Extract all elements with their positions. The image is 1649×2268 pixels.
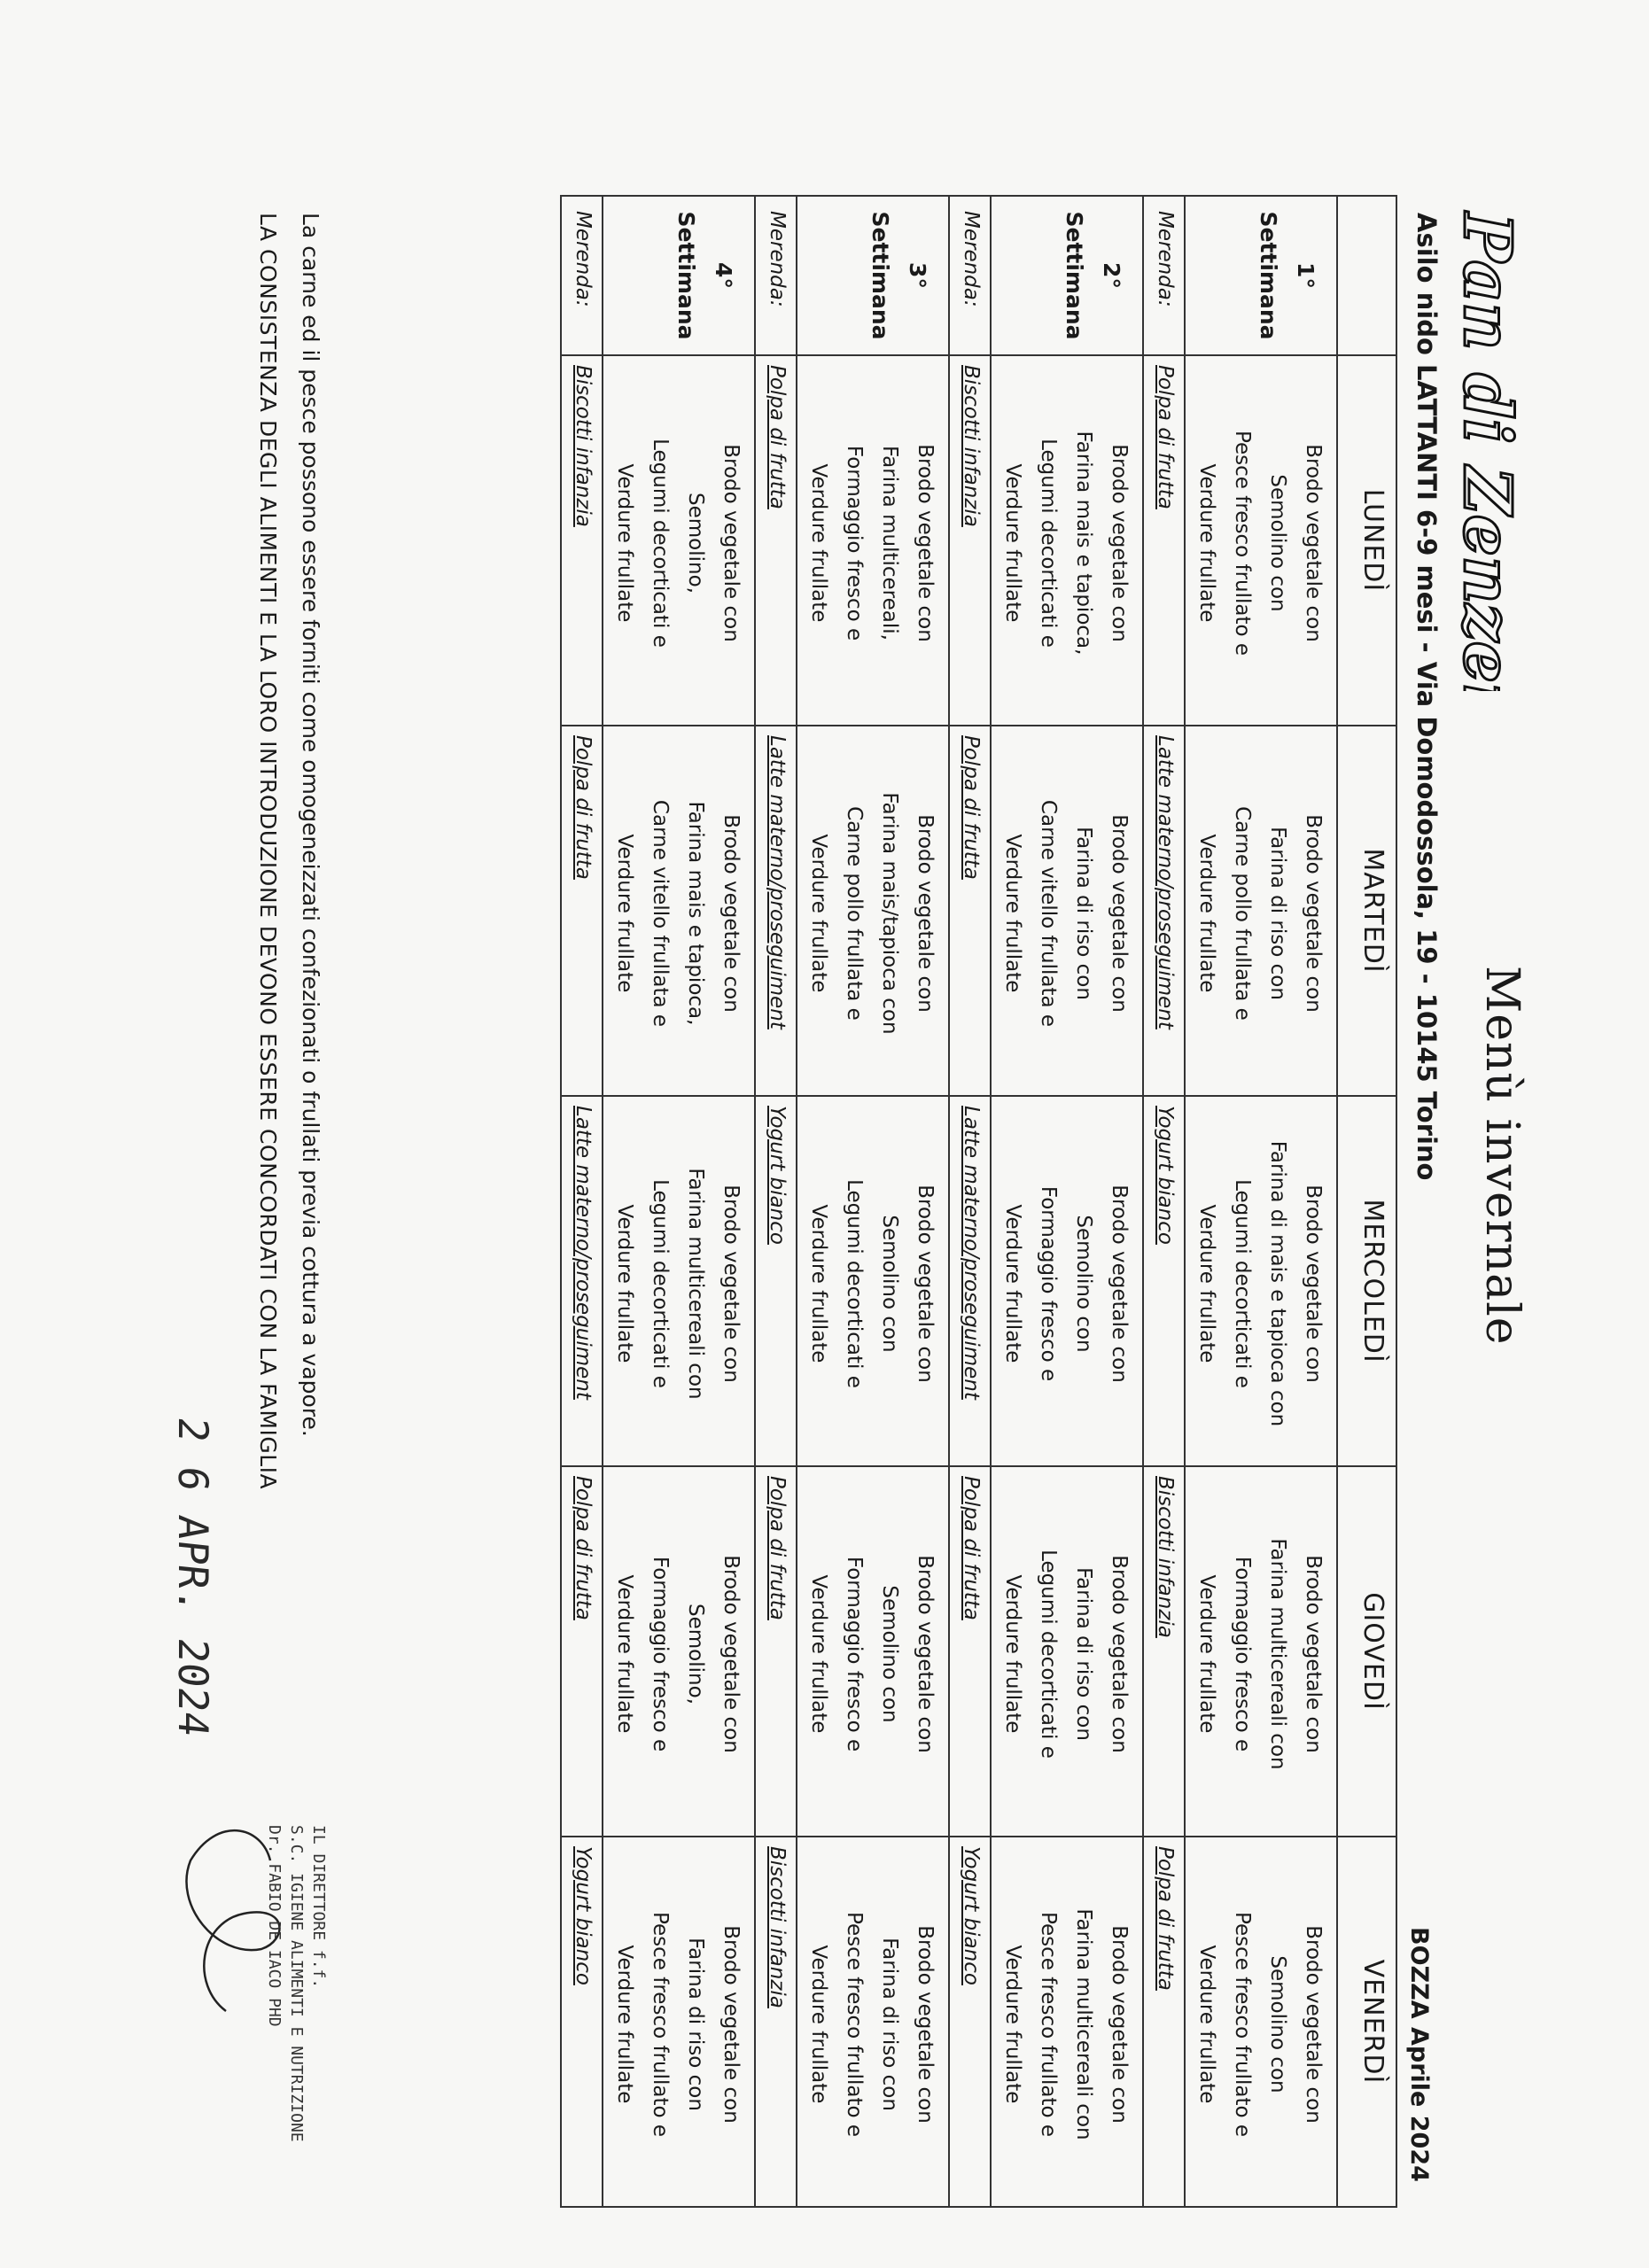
snack-cell: Biscotti infanzia	[561, 355, 603, 726]
meal-line: Carne vitello frullata e	[649, 799, 672, 1028]
meal-cell	[797, 1096, 949, 1466]
week-row	[991, 196, 1143, 2207]
meal-line: Brodo vegetale con	[1108, 1925, 1131, 2124]
meal-cell	[603, 1466, 755, 1837]
meal-line: Verdure frullate	[807, 834, 830, 993]
meal-cell	[991, 1466, 1143, 1837]
snack-cell: Latte materno/proseguiment	[1143, 726, 1185, 1096]
merenda-label: Merenda:	[1143, 196, 1185, 355]
week-number: 2°	[1099, 262, 1124, 289]
meal-line: Verdure frullate	[1001, 1945, 1024, 2104]
snack-cell: Biscotti infanzia	[755, 1837, 797, 2207]
meal-line: Farina di riso con	[878, 1938, 901, 2111]
meal-cell	[1185, 355, 1337, 726]
meal-line: Farina mais/tapioca con	[878, 792, 901, 1035]
meal-line: Verdure frullate	[1195, 834, 1218, 993]
snack-cell: Yogurt bianco	[561, 1837, 603, 2207]
day-header: LUNEDÌ	[1337, 355, 1396, 726]
week-text: Settimana	[1062, 211, 1087, 340]
meal-line: Verdure frullate	[1195, 1204, 1218, 1363]
meal-line: Verdure frullate	[613, 1574, 636, 1734]
snack-row	[561, 196, 603, 2207]
meal-line: Verdure frullate	[1001, 834, 1024, 993]
snack-cell: Polpa di frutta	[949, 726, 991, 1096]
meal-line: Brodo vegetale con	[914, 1925, 937, 2124]
snack-cell: Biscotti infanzia	[1143, 1466, 1185, 1837]
meal-line: Legumi decorticati e	[1037, 439, 1060, 648]
meal-line: Legumi decorticati e	[843, 1179, 866, 1388]
snack-row	[755, 196, 797, 2207]
meal-line: Formaggio fresco e	[843, 1556, 866, 1752]
week-number: 1°	[1293, 262, 1318, 289]
meal-cell	[797, 726, 949, 1096]
meal-cell	[991, 1837, 1143, 2207]
meal-line: Verdure frullate	[807, 1204, 830, 1363]
meal-line: Brodo vegetale con	[1302, 814, 1325, 1013]
meal-line: Brodo vegetale con	[1302, 1555, 1325, 1753]
meal-line: Verdure frullate	[613, 834, 636, 993]
snack-cell: Yogurt bianco	[755, 1096, 797, 1466]
meal-line: Legumi decorticati e	[1231, 1179, 1254, 1388]
meal-line: Verdure frullate	[613, 1204, 636, 1363]
logo-text: Pan di Zenzero	[1449, 213, 1525, 691]
snack-cell: Yogurt bianco	[949, 1837, 991, 2207]
rotated-document	[169, 186, 1546, 2215]
day-header: VENERDÌ	[1337, 1837, 1396, 2207]
week-row	[797, 196, 949, 2207]
meal-line: Brodo vegetale con	[1108, 1184, 1131, 1383]
note-consistency: LA CONSISTENZA DEGLI ALIMENTI E LA LORO INTRODUZIONE DEVONO ESSERE CONCORDATI CON LA FAMIGLIA	[255, 213, 281, 1490]
meal-line: Farina di riso con	[1072, 827, 1095, 1000]
meal-line: Verdure frullate	[1195, 1574, 1218, 1734]
signature-line-2: S.C. IGIENE ALIMENTI E NUTRIZIONE	[287, 1825, 306, 2142]
meal-line: Farina mais e tapioca,	[684, 801, 707, 1026]
meal-line: Farina multicereali con	[1072, 1908, 1095, 2140]
week-text: Settimana	[867, 211, 893, 340]
week-text: Settimana	[1256, 211, 1281, 340]
meal-cell	[991, 726, 1143, 1096]
meal-line: Formaggio fresco e	[649, 1556, 672, 1752]
meal-cell	[1185, 1837, 1337, 2207]
meal-line: Brodo vegetale con	[1108, 1555, 1131, 1753]
meal-line: Farina di riso con	[684, 1938, 707, 2111]
week-label	[1185, 196, 1337, 355]
day-header: MARTEDÌ	[1337, 726, 1396, 1096]
meal-line: Semolino,	[684, 1604, 707, 1705]
meal-line: Farina di mais e tapioca con	[1266, 1140, 1289, 1427]
meal-line: Brodo vegetale con	[1108, 814, 1131, 1013]
snack-cell: Polpa di frutta	[1143, 355, 1185, 726]
date-stamp: 2 6 APR. 2024	[169, 1415, 217, 1739]
meal-line: Verdure frullate	[613, 463, 636, 623]
day-header-row	[1337, 196, 1396, 2207]
signature-line-3: Dr. FABIO DE IACO PHD	[265, 1825, 284, 2027]
snack-cell: Polpa di frutta	[1143, 1837, 1185, 2207]
snack-cell: Latte materno/proseguiment	[561, 1096, 603, 1466]
meal-line: Pesce fresco frullato e	[843, 1911, 866, 2138]
signature-line-1: IL DIRETTORE f.f.	[309, 1825, 328, 1989]
snack-row	[949, 196, 991, 2207]
meal-line: Verdure frullate	[1001, 463, 1024, 623]
meal-cell	[991, 355, 1143, 726]
merenda-label: Merenda:	[561, 196, 603, 355]
meal-line: Pesce fresco frullato e	[649, 1911, 672, 2138]
meal-line: Verdure frullate	[807, 463, 830, 623]
meal-line: Legumi decorticati e	[649, 439, 672, 648]
day-header: GIOVEDÌ	[1337, 1466, 1396, 1837]
meal-cell	[603, 1837, 755, 2207]
meal-line: Brodo vegetale con	[719, 1925, 743, 2124]
meal-line: Semolino con	[1266, 1955, 1289, 2093]
note-cooking: La carne ed il pesce possono essere forniti come omogeneizzati confezionati o frullati previa cottura a vapore.	[298, 213, 323, 1437]
snack-cell: Latte materno/proseguiment	[949, 1096, 991, 1466]
menu-table	[560, 195, 1397, 2208]
meal-line: Legumi decorticati e	[649, 1179, 672, 1388]
week-label	[603, 196, 755, 355]
snack-cell: Yogurt bianco	[1143, 1096, 1185, 1466]
merenda-label: Merenda:	[755, 196, 797, 355]
meal-line: Brodo vegetale con	[1302, 1925, 1325, 2124]
meal-line: Farina multicereali con	[1266, 1538, 1289, 1770]
meal-line: Semolino con	[878, 1585, 901, 1723]
meal-cell	[1185, 726, 1337, 1096]
meal-line: Pesce fresco frullato e	[1037, 1911, 1060, 2138]
meal-cell	[603, 355, 755, 726]
meal-line: Carne vitello frullata e	[1037, 799, 1060, 1028]
meal-line: Carne pollo frullata e	[1231, 806, 1254, 1021]
snack-cell: Polpa di frutta	[561, 726, 603, 1096]
meal-line: Formaggio fresco e	[1037, 1185, 1060, 1382]
week-label	[991, 196, 1143, 355]
week-row	[603, 196, 755, 2207]
meal-line: Brodo vegetale con	[719, 444, 743, 642]
meal-cell	[797, 1837, 949, 2207]
meal-line: Farina multicereali,	[878, 446, 901, 641]
meal-line: Verdure frullate	[807, 1574, 830, 1734]
draft-label: BOZZA Aprile 2024	[1405, 1927, 1433, 2182]
day-header: MERCOLEDÌ	[1337, 1096, 1396, 1466]
meal-line: Semolino con	[1072, 1215, 1095, 1353]
meal-cell	[991, 1096, 1143, 1466]
week-label	[797, 196, 949, 355]
page-title: Menù invernale	[1475, 966, 1528, 1346]
week-text: Settimana	[673, 211, 699, 340]
meal-line: Pesce fresco frullato e	[1231, 430, 1254, 656]
week-row	[1185, 196, 1337, 2207]
meal-line: Farina mais e tapioca,	[1072, 431, 1095, 656]
meal-line: Verdure frullate	[1195, 463, 1218, 623]
meal-line: Verdure frullate	[1001, 1204, 1024, 1363]
merenda-label: Merenda:	[949, 196, 991, 355]
meal-line: Brodo vegetale con	[719, 1184, 743, 1383]
meal-cell	[797, 1466, 949, 1837]
week-number: 4°	[711, 262, 736, 289]
meal-line: Verdure frullate	[1195, 1945, 1218, 2104]
snack-cell: Polpa di frutta	[561, 1466, 603, 1837]
snack-row	[1143, 196, 1185, 2207]
meal-line: Pesce fresco frullato e	[1231, 1911, 1254, 2138]
meal-line: Verdure frullate	[807, 1945, 830, 2104]
meal-line: Verdure frullate	[1001, 1574, 1024, 1734]
meal-line: Brodo vegetale con	[914, 444, 937, 642]
meal-line: Brodo vegetale con	[1108, 444, 1131, 642]
meal-line: Semolino con	[878, 1215, 901, 1353]
meal-cell	[603, 726, 755, 1096]
snack-cell: Polpa di frutta	[755, 1466, 797, 1837]
meal-line: Semolino con	[1266, 474, 1289, 612]
logo	[1431, 204, 1537, 691]
snack-cell: Biscotti infanzia	[949, 355, 991, 726]
meal-line: Formaggio fresco e	[1231, 1556, 1254, 1752]
meal-line: Brodo vegetale con	[1302, 444, 1325, 642]
corner-cell	[1337, 196, 1396, 355]
snack-cell: Latte materno/proseguiment	[755, 726, 797, 1096]
meal-line: Brodo vegetale con	[719, 1555, 743, 1753]
meal-line: Legumi decorticati e	[1037, 1550, 1060, 1759]
meal-line: Farina di riso con	[1266, 827, 1289, 1000]
meal-line: Brodo vegetale con	[719, 814, 743, 1013]
meal-line: Brodo vegetale con	[914, 1184, 937, 1383]
meal-line: Farina multicereali con	[684, 1168, 707, 1400]
meal-line: Verdure frullate	[613, 1945, 636, 2104]
meal-line: Formaggio fresco e	[843, 445, 866, 641]
snack-cell: Polpa di frutta	[755, 355, 797, 726]
snack-cell: Polpa di frutta	[949, 1466, 991, 1837]
meal-line: Semolino,	[684, 493, 707, 594]
meal-line: Brodo vegetale con	[914, 814, 937, 1013]
meal-cell	[1185, 1096, 1337, 1466]
week-number: 3°	[905, 262, 930, 289]
meal-cell	[797, 355, 949, 726]
page-subtitle: Asilo nido LATTANTI 6-9 mesi - Via Domodossola, 19 - 10145 Torino	[1412, 213, 1442, 1181]
meal-line: Carne pollo frullata e	[843, 806, 866, 1021]
meal-line: Farina di riso con	[1072, 1567, 1095, 1741]
meal-cell	[603, 1096, 755, 1466]
meal-line: Brodo vegetale con	[1302, 1184, 1325, 1383]
meal-cell	[1185, 1466, 1337, 1837]
meal-line: Brodo vegetale con	[914, 1555, 937, 1753]
